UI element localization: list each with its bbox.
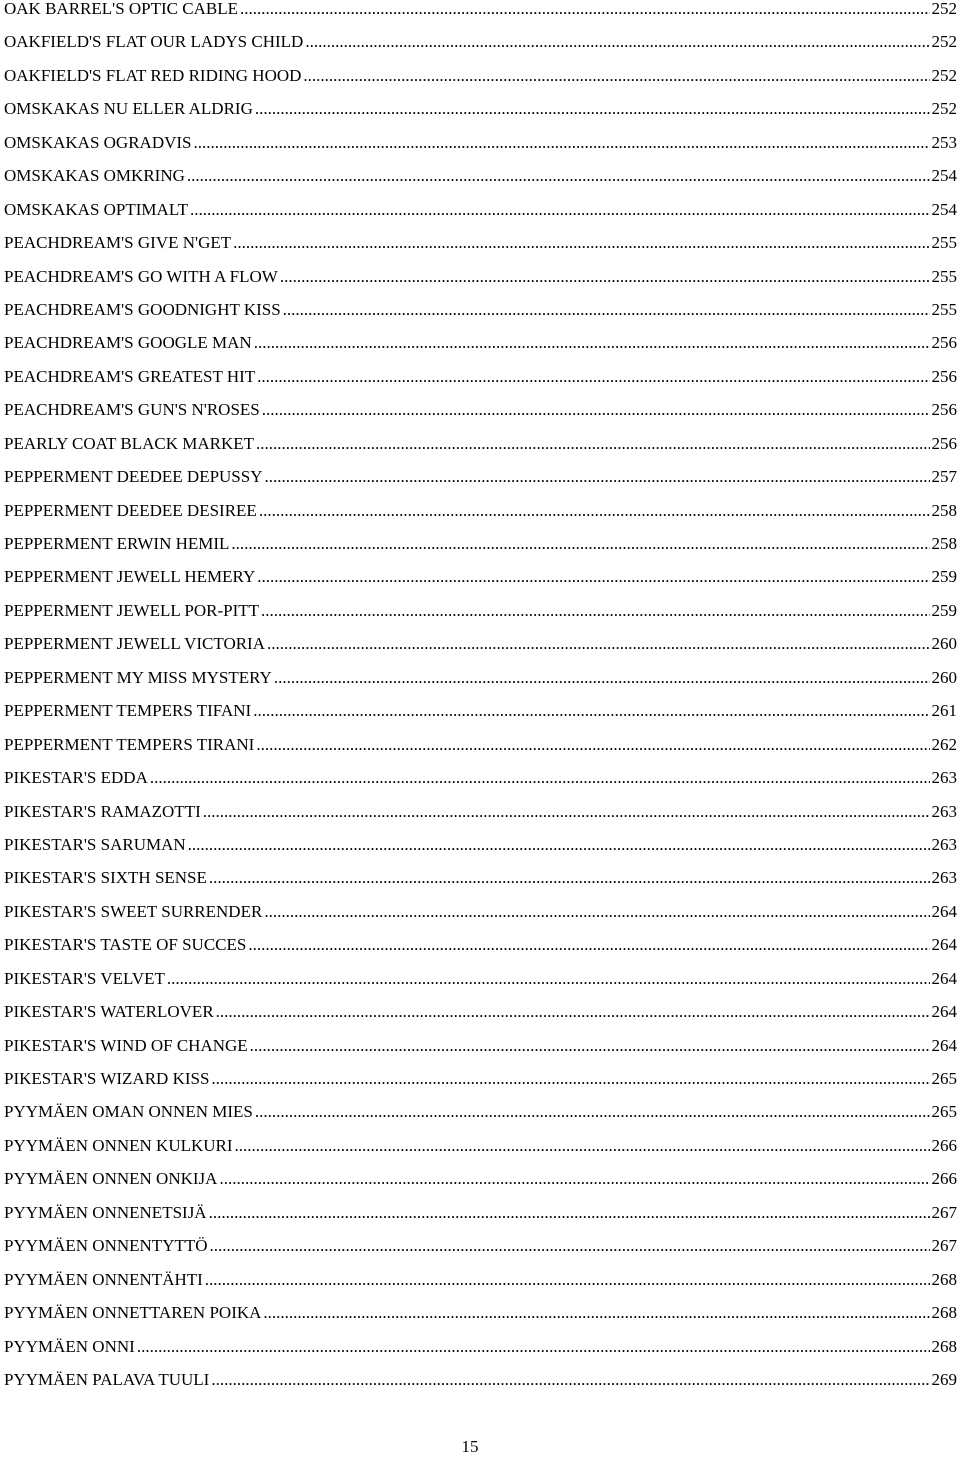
dot-leader xyxy=(137,1338,930,1356)
entry-name: PEPPERMENT JEWELL VICTORIA xyxy=(4,634,265,654)
entry-name: PIKESTAR'S WATERLOVER xyxy=(4,1002,214,1022)
index-entry xyxy=(4,535,957,568)
index-entry xyxy=(4,1170,957,1203)
entry-name: PYYMÄEN ONNI xyxy=(4,1336,135,1356)
index-entry xyxy=(4,736,957,769)
entry-page-number: 265 xyxy=(931,1069,957,1088)
index-entry xyxy=(4,1103,957,1136)
dot-leader xyxy=(194,134,930,152)
entry-name: PEPPERMENT DEEDEE DEPUSSY xyxy=(4,467,263,487)
index-entry xyxy=(4,1304,957,1337)
entry-name: OAKFIELD'S FLAT RED RIDING HOOD xyxy=(4,65,302,85)
entry-name: PIKESTAR'S SIXTH SENSE xyxy=(4,868,207,888)
entry-page-number: 263 xyxy=(931,868,957,888)
index-entry xyxy=(4,669,957,702)
entry-page-number: 256 xyxy=(931,366,957,386)
dot-leader xyxy=(233,234,929,252)
dot-leader xyxy=(254,334,930,352)
entry-name: OMSKAKAS NU ELLER ALDRIG xyxy=(4,99,253,119)
index-entry xyxy=(4,468,957,501)
entry-name: OAK BARREL'S OPTIC CABLE xyxy=(4,0,238,18)
entry-name: PEPPERMENT DEEDEE DESIREE xyxy=(4,500,257,520)
dot-leader xyxy=(219,1170,929,1188)
index-entry xyxy=(4,1237,957,1270)
entry-name: PEPPERMENT JEWELL HEMERY xyxy=(4,567,256,587)
entry-name: PYYMÄEN ONNETTAREN POIKA xyxy=(4,1303,262,1323)
dot-leader xyxy=(211,1070,929,1088)
index-entry xyxy=(4,67,957,100)
entry-name: PEACHDREAM'S GREATEST HIT xyxy=(4,366,256,386)
dot-leader xyxy=(250,1037,930,1055)
index-entry xyxy=(4,301,957,334)
entry-page-number: 268 xyxy=(931,1269,957,1289)
entry-name: PYYMÄEN PALAVA TUULI xyxy=(4,1369,210,1389)
entry-page-number: 254 xyxy=(931,166,957,186)
entry-page-number: 267 xyxy=(931,1236,957,1256)
dot-leader xyxy=(256,435,929,453)
entry-name: OAKFIELD'S FLAT OUR LADYS CHILD xyxy=(4,32,304,52)
entry-name: PIKESTAR'S VELVET xyxy=(4,968,165,988)
index-entry xyxy=(4,334,957,367)
entry-page-number: 264 xyxy=(931,935,957,955)
dot-leader xyxy=(150,769,930,787)
entry-page-number: 252 xyxy=(931,65,957,85)
entry-page-number: 259 xyxy=(931,567,957,587)
entry-name: PEACHDREAM'S GOOGLE MAN xyxy=(4,333,252,353)
entry-page-number: 261 xyxy=(931,701,957,721)
dot-leader xyxy=(280,268,930,286)
dot-leader xyxy=(265,468,930,486)
index-entry xyxy=(4,201,957,234)
dot-leader xyxy=(187,167,930,185)
dot-leader xyxy=(262,401,930,419)
entry-page-number: 254 xyxy=(931,199,957,219)
entry-name: PIKESTAR'S EDDA xyxy=(4,768,148,788)
dot-leader xyxy=(267,635,930,653)
index-entry xyxy=(4,268,957,301)
entry-name: OMSKAKAS OPTIMALT xyxy=(4,199,189,219)
entry-name: PEPPERMENT ERWIN HEMIL xyxy=(4,534,230,553)
entry-page-number: 263 xyxy=(931,801,957,821)
dot-leader xyxy=(211,1371,929,1389)
entry-name: PEACHDREAM'S GOODNIGHT KISS xyxy=(4,299,281,319)
entry-page-number: 255 xyxy=(931,299,957,319)
dot-leader xyxy=(256,736,929,754)
entry-name: PYYMÄEN OMAN ONNEN MIES xyxy=(4,1102,253,1122)
entry-page-number: 265 xyxy=(931,1102,957,1122)
dot-leader xyxy=(305,33,929,51)
entry-name: PYYMÄEN ONNEN ONKIJA xyxy=(4,1169,218,1189)
index-entry xyxy=(4,1137,957,1170)
index-entry xyxy=(4,167,957,200)
entry-name: PIKESTAR'S RAMAZOTTI xyxy=(4,801,201,821)
entry-page-number: 258 xyxy=(931,534,957,553)
entry-page-number: 262 xyxy=(931,734,957,754)
entry-name: PEACHDREAM'S GUN'S N'ROSES xyxy=(4,400,260,420)
entry-page-number: 256 xyxy=(931,433,957,453)
dot-leader xyxy=(240,0,930,18)
entry-page-number: 269 xyxy=(931,1369,957,1389)
entry-name: PEPPERMENT JEWELL POR-PITT xyxy=(4,600,260,620)
index-entry xyxy=(4,769,957,802)
entry-page-number: 252 xyxy=(931,0,957,18)
dot-leader xyxy=(261,602,929,620)
entry-name: PEPPERMENT MY MISS MYSTERY xyxy=(4,667,272,687)
entry-name: PIKESTAR'S TASTE OF SUCCES xyxy=(4,935,247,955)
entry-page-number: 264 xyxy=(931,1002,957,1022)
entry-page-number: 253 xyxy=(931,132,957,152)
dot-leader xyxy=(205,1271,930,1289)
index-entry xyxy=(4,1037,957,1070)
dot-leader xyxy=(210,1237,930,1255)
dot-leader xyxy=(274,669,930,687)
entry-name: PYYMÄEN ONNENTYTTÖ xyxy=(4,1236,208,1256)
index-entry xyxy=(4,1271,957,1304)
dot-leader xyxy=(216,1003,930,1021)
entry-page-number: 266 xyxy=(931,1135,957,1155)
index-entry xyxy=(4,1338,957,1371)
entry-name: PEACHDREAM'S GO WITH A FLOW xyxy=(4,266,278,286)
index-entry xyxy=(4,502,957,535)
entry-name: PYYMÄEN ONNENTÄHTI xyxy=(4,1269,203,1289)
dot-leader xyxy=(303,67,929,85)
index-entry xyxy=(4,1003,957,1036)
index-entry xyxy=(4,836,957,869)
dot-leader xyxy=(257,568,929,586)
entry-page-number: 258 xyxy=(931,500,957,520)
index-entry xyxy=(4,0,957,33)
entry-page-number: 256 xyxy=(931,400,957,420)
index-entry xyxy=(4,100,957,133)
entry-page-number: 252 xyxy=(931,99,957,119)
index-entry xyxy=(4,368,957,401)
entry-name: OMSKAKAS OGRADVIS xyxy=(4,132,192,152)
dot-leader xyxy=(209,869,930,887)
dot-leader xyxy=(235,1137,930,1155)
dot-leader xyxy=(283,301,930,319)
entry-page-number: 256 xyxy=(931,333,957,353)
entry-page-number: 263 xyxy=(931,768,957,788)
dot-leader xyxy=(264,903,929,921)
entry-page-number: 260 xyxy=(931,667,957,687)
entry-page-number: 267 xyxy=(931,1202,957,1222)
dot-leader xyxy=(231,535,929,553)
index-entry xyxy=(4,869,957,902)
index-entry xyxy=(4,568,957,601)
dot-leader xyxy=(203,803,930,821)
entry-page-number: 266 xyxy=(931,1169,957,1189)
entry-page-number: 259 xyxy=(931,600,957,620)
entry-name: PEPPERMENT TEMPERS TIRANI xyxy=(4,734,255,754)
entry-name: PEPPERMENT TEMPERS TIFANI xyxy=(4,701,252,721)
entry-page-number: 264 xyxy=(931,1035,957,1055)
entry-name: PIKESTAR'S SARUMAN xyxy=(4,834,186,854)
entry-page-number: 255 xyxy=(931,266,957,286)
index-entry xyxy=(4,435,957,468)
index-entry xyxy=(4,1204,957,1237)
entry-name: OMSKAKAS OMKRING xyxy=(4,166,185,186)
index-entry xyxy=(4,234,957,267)
index-entry xyxy=(4,134,957,167)
entry-page-number: 252 xyxy=(931,32,957,52)
entry-page-number: 257 xyxy=(931,467,957,487)
dot-leader xyxy=(248,936,929,954)
entry-page-number: 264 xyxy=(931,901,957,921)
entry-page-number: 268 xyxy=(931,1336,957,1356)
entry-name: PIKESTAR'S SWEET SURRENDER xyxy=(4,901,263,921)
dot-leader xyxy=(209,1204,930,1222)
index-entry xyxy=(4,1371,957,1404)
index-entry xyxy=(4,970,957,1003)
index-entry xyxy=(4,33,957,66)
dot-leader xyxy=(253,702,929,720)
index-list xyxy=(4,0,957,1404)
page-number: 15 xyxy=(461,1437,479,1456)
entry-name: PEACHDREAM'S GIVE N'GET xyxy=(4,233,232,253)
entry-name: PIKESTAR'S WIZARD KISS xyxy=(4,1069,210,1088)
entry-page-number: 268 xyxy=(931,1303,957,1323)
entry-page-number: 264 xyxy=(931,968,957,988)
index-entry xyxy=(4,1070,957,1103)
index-entry xyxy=(4,936,957,969)
entry-name: PIKESTAR'S WIND OF CHANGE xyxy=(4,1035,248,1055)
index-entry xyxy=(4,401,957,434)
entry-page-number: 255 xyxy=(931,233,957,253)
entry-page-number: 260 xyxy=(931,634,957,654)
index-entry xyxy=(4,602,957,635)
index-entry xyxy=(4,702,957,735)
dot-leader xyxy=(190,201,929,219)
entry-name: PYYMÄEN ONNEN KULKURI xyxy=(4,1135,233,1155)
dot-leader xyxy=(167,970,930,988)
dot-leader xyxy=(255,100,930,118)
dot-leader xyxy=(259,502,930,520)
index-entry xyxy=(4,635,957,668)
entry-name: PYYMÄEN ONNENETSIJÄ xyxy=(4,1202,207,1222)
index-entry xyxy=(4,903,957,936)
dot-leader xyxy=(263,1304,929,1322)
dot-leader xyxy=(255,1103,930,1121)
index-entry xyxy=(4,803,957,836)
entry-name: PEARLY COAT BLACK MARKET xyxy=(4,433,255,453)
dot-leader xyxy=(188,836,930,854)
entry-page-number: 263 xyxy=(931,834,957,854)
dot-leader xyxy=(257,368,929,386)
